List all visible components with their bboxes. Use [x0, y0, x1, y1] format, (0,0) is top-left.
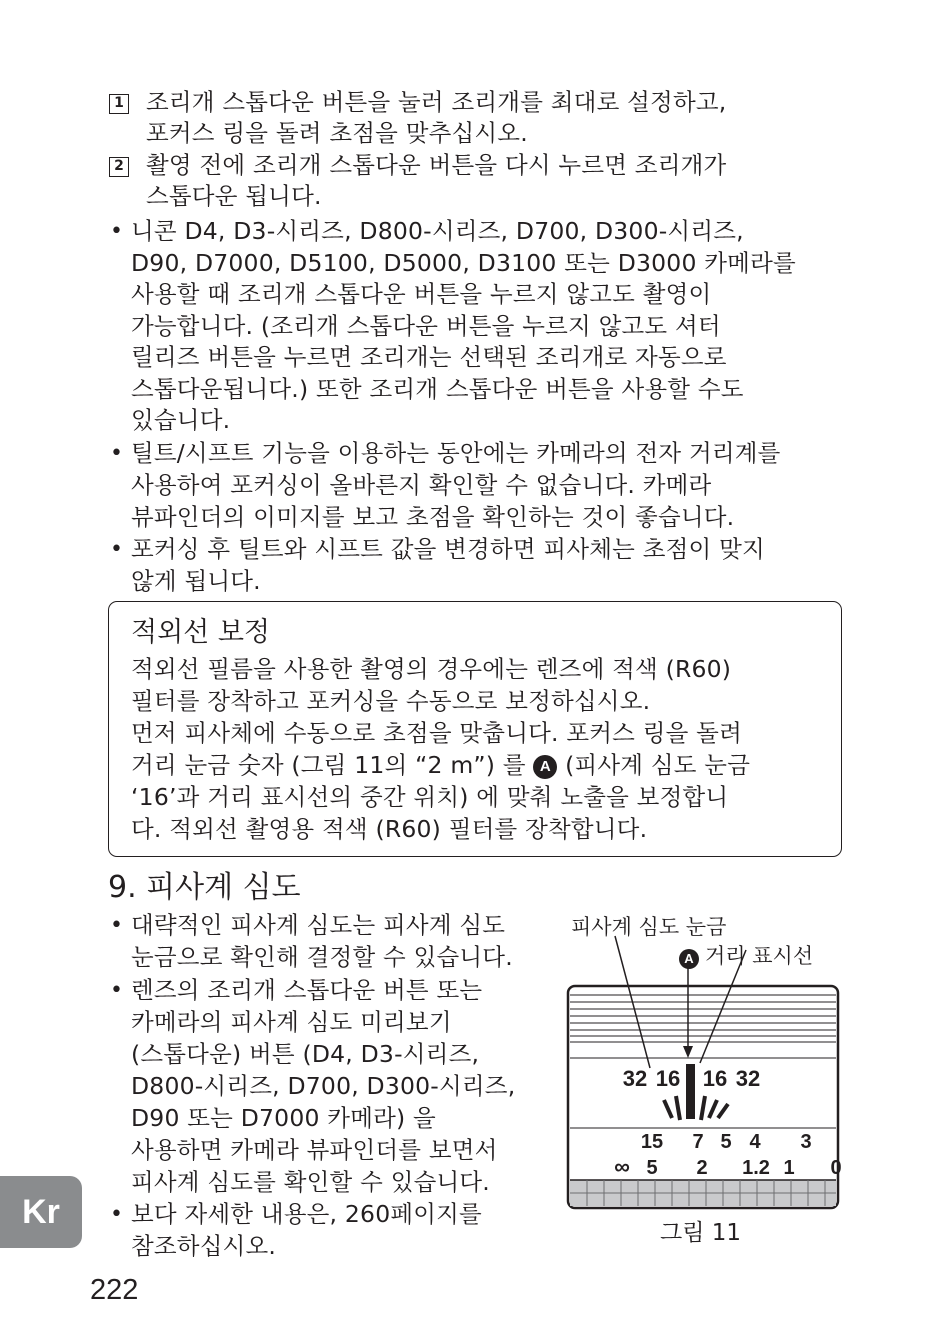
page-number: 222 [90, 1274, 139, 1306]
bullet-icon: • [110, 913, 123, 938]
dof-number: 16 [655, 1066, 681, 1091]
scale-feet: 5 [720, 1131, 732, 1153]
section-title: 9. 피사계 심도 [108, 870, 301, 905]
dof-note-2-line-1: 렌즈의 조리개 스톱다운 버튼 또는 [131, 976, 483, 1004]
dof-note-2-line-5: D90 또는 D7000 카메라) 을 [131, 1104, 436, 1132]
note-2-line-1: 틸트/시프트 기능을 이용하는 동안에는 카메라의 전자 거리계를 [131, 439, 781, 467]
infrared-line-4-text: 거리 눈금 숫자 (그림 11의 “2 m”) 를 [131, 751, 526, 779]
dof-scale-label: 피사계 심도 눈금 [571, 915, 727, 939]
lens-barrel-illustration [560, 908, 842, 1218]
infrared-line-3: 먼저 피사체에 수동으로 초점을 맞춥니다. 포커스 링을 돌려 [131, 719, 742, 747]
dof-note-1-line-2: 눈금으로 확인해 결정할 수 있습니다. [131, 943, 513, 971]
scale-feet: 3 [800, 1131, 812, 1153]
bullet-icon: • [110, 219, 123, 244]
infrared-line-4 [131, 750, 750, 781]
dof-note-2-line-6: 사용하면 카메라 뷰파인더를 보면서 [131, 1136, 498, 1164]
step-2-number: 2 [109, 157, 129, 177]
note-1-line-2: D90, D7000, D5100, D5000, D3100 또는 D3000 카메라를 [131, 249, 796, 277]
scale-meters: 1.2 [742, 1157, 770, 1179]
scale-feet: 15 [640, 1131, 664, 1153]
marker-a-icon: A [679, 949, 699, 969]
dof-note-2-line-3: (스톱다운) 버튼 (D4, D3-시리즈, [131, 1040, 480, 1068]
figure-caption: 그림 11 [660, 1220, 742, 1246]
dof-note-3-line-1: 보다 자세한 내용은, 260페이지를 [131, 1200, 482, 1228]
step-1-line-2: 포커스 링을 돌려 초점을 맞추십시오. [146, 119, 528, 147]
step-2-line-1: 촬영 전에 조리개 스톱다운 버튼을 다시 누르면 조리개가 [146, 151, 727, 179]
note-1-line-1: 니콘 D4, D3-시리즈, D800-시리즈, D700, D300-시리즈, [131, 217, 744, 245]
dof-number: 32 [735, 1066, 761, 1091]
dof-note-2-line-4: D800-시리즈, D700, D300-시리즈, [131, 1072, 516, 1100]
infrared-line-4-tail: (피사계 심도 눈금 [565, 751, 751, 779]
scale-meters: 1 [783, 1157, 795, 1179]
bullet-icon: • [110, 537, 123, 562]
bullet-icon: • [110, 441, 123, 466]
dof-note-3-line-2: 참조하십시오. [131, 1232, 277, 1260]
dof-note-1-line-1: 대략적인 피사계 심도는 피사계 심도 [131, 911, 506, 939]
infrared-line-2: 필터를 장착하고 포커싱을 수동으로 보정하십시오. [131, 687, 651, 715]
dof-note-2-line-7: 피사계 심도를 확인할 수 있습니다. [131, 1168, 490, 1196]
dof-note-2-line-2: 카메라의 피사계 심도 미리보기 [131, 1008, 452, 1036]
scale-meters: ∞ [614, 1154, 630, 1179]
scale-meters: 0 [830, 1157, 842, 1179]
note-1-line-3: 사용할 때 조리개 스톱다운 버튼을 누르지 않고도 촬영이 [131, 280, 712, 308]
scale-feet: 4 [749, 1131, 761, 1153]
bullet-icon: • [110, 978, 123, 1003]
infrared-line-5: ‘16’과 거리 표시선의 중간 위치) 에 맞춰 노출을 보정합니 [131, 783, 729, 811]
scale-meters: 5 [646, 1157, 658, 1179]
dof-number: 16 [702, 1066, 728, 1091]
language-tab: Kr [0, 1176, 82, 1248]
scale-feet: 7 [692, 1131, 704, 1153]
scale-meters: 2 [696, 1157, 708, 1179]
distance-index-label: 거리 표시선 [705, 944, 814, 968]
step-2-line-2: 스톱다운 됩니다. [146, 182, 322, 210]
infrared-box-title: 적외선 보정 [131, 617, 270, 648]
step-1-line-1: 조리개 스톱다운 버튼을 눌러 조리개를 최대로 설정하고, [146, 88, 727, 116]
infrared-line-6: 다. 적외선 촬영용 적색 (R60) 필터를 장착합니다. [131, 815, 648, 843]
dof-number: 32 [622, 1066, 648, 1091]
step-1-number: 1 [109, 94, 129, 114]
note-1-line-6: 스톱다운됩니다.) 또한 조리개 스톱다운 버튼을 사용할 수도 [131, 375, 744, 403]
note-3-line-1: 포커싱 후 틸트와 시프트 값을 변경하면 피사체는 초점이 맞지 [131, 535, 765, 563]
note-2-line-3: 뷰파인더의 이미지를 보고 초점을 확인하는 것이 좋습니다. [131, 503, 735, 531]
note-1-line-4: 가능합니다. (조리개 스톱다운 버튼을 누르지 않고도 셔터 [131, 312, 721, 340]
note-3-line-2: 않게 됩니다. [131, 567, 261, 595]
bullet-icon: • [110, 1202, 123, 1227]
note-1-line-7: 있습니다. [131, 406, 231, 434]
infrared-line-1: 적외선 필름을 사용한 촬영의 경우에는 렌즈에 적색 (R60) [131, 655, 732, 683]
marker-a-icon: A [533, 755, 557, 779]
note-1-line-5: 릴리즈 버튼을 누르면 조리개는 선택된 조리개로 자동으로 [131, 343, 727, 371]
note-2-line-2: 사용하여 포커싱이 올바른지 확인할 수 없습니다. 카메라 [131, 471, 712, 499]
